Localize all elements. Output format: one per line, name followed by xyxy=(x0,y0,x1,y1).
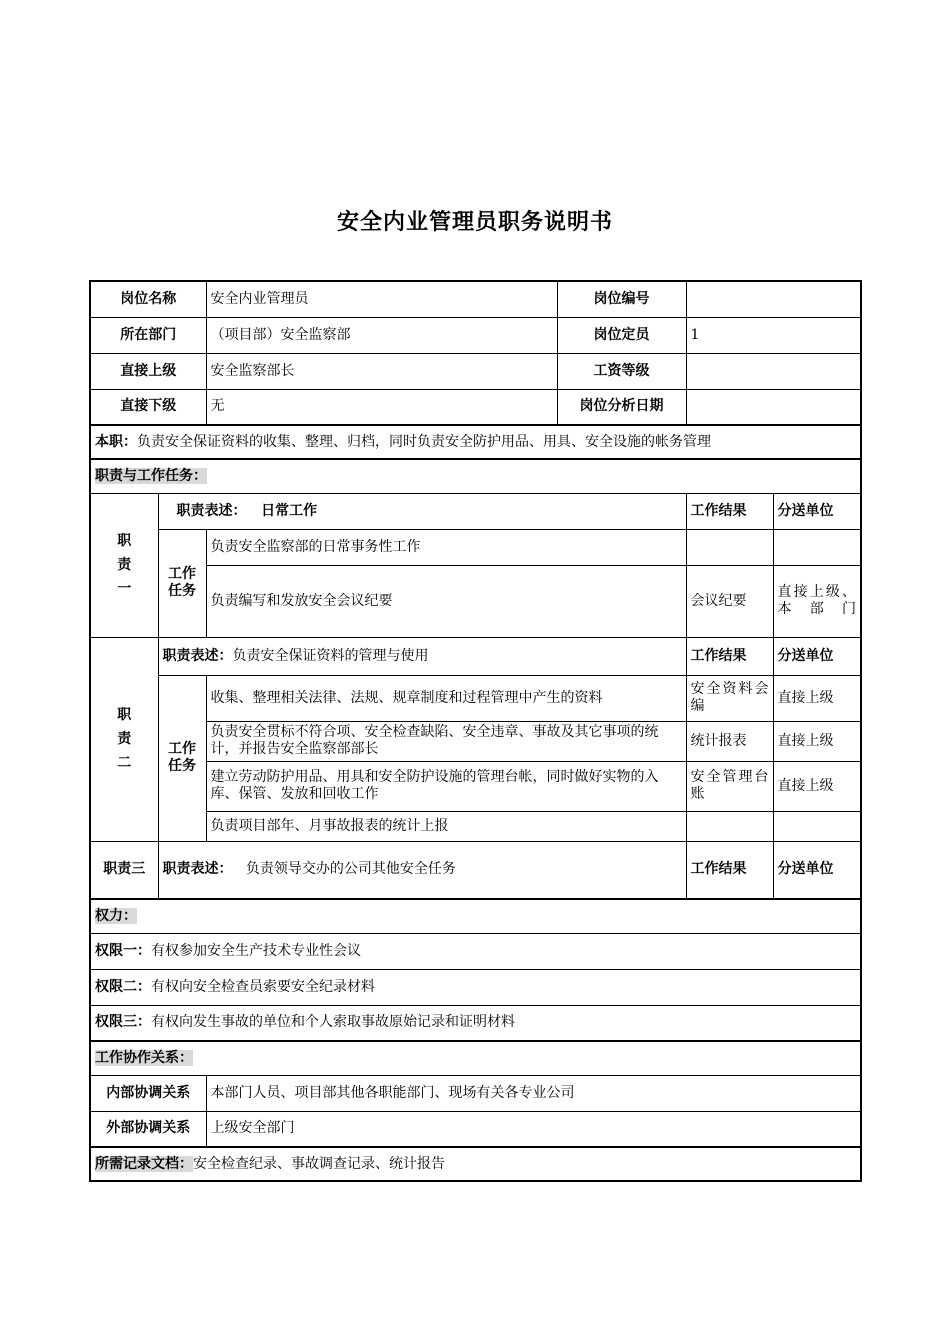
duty-text: 负责安全保证资料的收集、整理、归档，同时负责安全防护用品、用具、安全设施的帐务管理 xyxy=(137,433,711,450)
row-duty xyxy=(90,425,861,459)
headcount-label: 岗位定员 xyxy=(557,317,686,353)
resp1-task-1-result xyxy=(686,529,773,565)
resp1-send-header: 分送单位 xyxy=(773,493,861,529)
resp2-task-1: 收集、整理相关法律、法规、规章制度和过程管理中产生的资料 xyxy=(206,675,686,721)
resp2-task-4-send xyxy=(773,811,861,841)
row-superior xyxy=(90,353,861,389)
resp2-task-3-result: 安全管理台账 xyxy=(686,761,773,811)
responsibilities-heading-cell xyxy=(90,459,861,493)
authority-row xyxy=(90,933,861,969)
resp1-task-2: 负责编写和发放安全会议纪要 xyxy=(206,565,686,637)
resp1-task-2-send: 直接上级、本部门 xyxy=(773,565,861,637)
external-coop-label: 外部协调关系 xyxy=(90,1111,206,1147)
dept-label: 所在部门 xyxy=(90,317,206,353)
row-dept xyxy=(90,317,861,353)
resp3-result-header: 工作结果 xyxy=(686,841,773,899)
authority-item-2: 权限二：有权向安全检查员索要安全纪录材料 xyxy=(90,969,861,1005)
resp2-task-row xyxy=(90,761,861,811)
records-cell xyxy=(90,1147,861,1181)
position-name-value: 安全内业管理员 xyxy=(206,281,557,317)
position-no-label: 岗位编号 xyxy=(557,281,686,317)
headcount-value: 1 xyxy=(686,317,861,353)
internal-coop-value: 本部门人员、项目部其他各职能部门、现场有关各专业公司 xyxy=(206,1075,861,1111)
resp1-label: 职 责 一 xyxy=(90,493,158,637)
resp2-task-row xyxy=(90,675,861,721)
resp3-row xyxy=(90,841,861,899)
analysis-date-value xyxy=(686,389,861,425)
resp1-task-row xyxy=(90,565,861,637)
resp2-task-row xyxy=(90,721,861,761)
resp2-task-1-send: 直接上级 xyxy=(773,675,861,721)
superior-value: 安全监察部长 xyxy=(206,353,557,389)
internal-coop-row xyxy=(90,1075,861,1111)
resp3-label: 职责三 xyxy=(90,841,158,899)
records-row xyxy=(90,1147,861,1181)
cooperation-heading-row xyxy=(90,1041,861,1075)
resp2-result-header: 工作结果 xyxy=(686,637,773,675)
resp2-desc: 职责表述：负责安全保证资料的管理与使用 xyxy=(158,637,686,675)
resp1-desc: 职责表述： 日常工作 xyxy=(158,493,686,529)
resp3-desc: 职责表述： 负责领导交办的公司其他安全任务 xyxy=(158,841,686,899)
subordinate-value: 无 xyxy=(206,389,557,425)
resp2-task-4: 负责项目部年、月事故报表的统计上报 xyxy=(206,811,686,841)
authority-row xyxy=(90,969,861,1005)
resp2-task-1-result: 安全资料会编 xyxy=(686,675,773,721)
records-label: 所需记录文档： xyxy=(95,1155,193,1172)
row-position-name xyxy=(90,281,861,317)
internal-coop-label: 内部协调关系 xyxy=(90,1075,206,1111)
analysis-date-label: 岗位分析日期 xyxy=(557,389,686,425)
dept-value: （项目部）安全监察部 xyxy=(206,317,557,353)
page-title: 安全内业管理员职务说明书 xyxy=(336,210,613,235)
resp3-send-header: 分送单位 xyxy=(773,841,861,899)
resp2-task-2-result: 统计报表 xyxy=(686,721,773,761)
resp2-send-header: 分送单位 xyxy=(773,637,861,675)
duty-cell xyxy=(90,425,861,459)
resp2-task-label: 工作任务 xyxy=(158,675,206,841)
resp2-label: 职 责 二 xyxy=(90,637,158,841)
duty-label: 本职： xyxy=(95,433,137,450)
resp2-task-2-send: 直接上级 xyxy=(773,721,861,761)
authority-item-1: 权限一：有权参加安全生产技术专业性会议 xyxy=(90,933,861,969)
resp2-task-2: 负责安全贯标不符合项、安全检查缺陷、安全违章、事故及其它事项的统计，并报告安全监察部部长 xyxy=(206,721,686,761)
cooperation-label: 工作协作关系： xyxy=(95,1049,193,1066)
responsibilities-label: 职责与工作任务： xyxy=(95,467,207,484)
resp1-task-label: 工作任务 xyxy=(158,529,206,637)
position-name-label: 岗位名称 xyxy=(90,281,206,317)
position-no-value xyxy=(686,281,861,317)
superior-label: 直接上级 xyxy=(90,353,206,389)
row-subordinate xyxy=(90,389,861,425)
salary-label: 工资等级 xyxy=(557,353,686,389)
resp2-desc-row xyxy=(90,637,861,675)
authority-heading-row xyxy=(90,899,861,933)
resp2-task-row xyxy=(90,811,861,841)
resp1-desc-row xyxy=(90,493,861,529)
resp1-result-header: 工作结果 xyxy=(686,493,773,529)
resp1-task-2-result: 会议纪要 xyxy=(686,565,773,637)
resp1-task-1-send xyxy=(773,529,861,565)
cooperation-heading-cell xyxy=(90,1041,861,1075)
authority-heading-cell xyxy=(90,899,861,933)
resp2-task-3-send: 直接上级 xyxy=(773,761,861,811)
authority-item-3: 权限三：有权向发生事故的单位和个人索取事故原始记录和证明材料 xyxy=(90,1005,861,1041)
resp2-task-3: 建立劳动防护用品、用具和安全防护设施的管理台帐，同时做好实物的入库、保管、发放和回收工作 xyxy=(206,761,686,811)
authority-label: 权力： xyxy=(95,907,137,924)
external-coop-row xyxy=(90,1111,861,1147)
resp2-task-4-result xyxy=(686,811,773,841)
records-text: 安全检查纪录、事故调查记录、统计报告 xyxy=(193,1155,445,1172)
job-description-table xyxy=(89,280,862,1182)
salary-value xyxy=(686,353,861,389)
row-responsibilities-heading xyxy=(90,459,861,493)
resp1-task-1: 负责安全监察部的日常事务性工作 xyxy=(206,529,686,565)
resp1-task-row xyxy=(90,529,861,565)
authority-row xyxy=(90,1005,861,1041)
subordinate-label: 直接下级 xyxy=(90,389,206,425)
external-coop-value: 上级安全部门 xyxy=(206,1111,861,1147)
